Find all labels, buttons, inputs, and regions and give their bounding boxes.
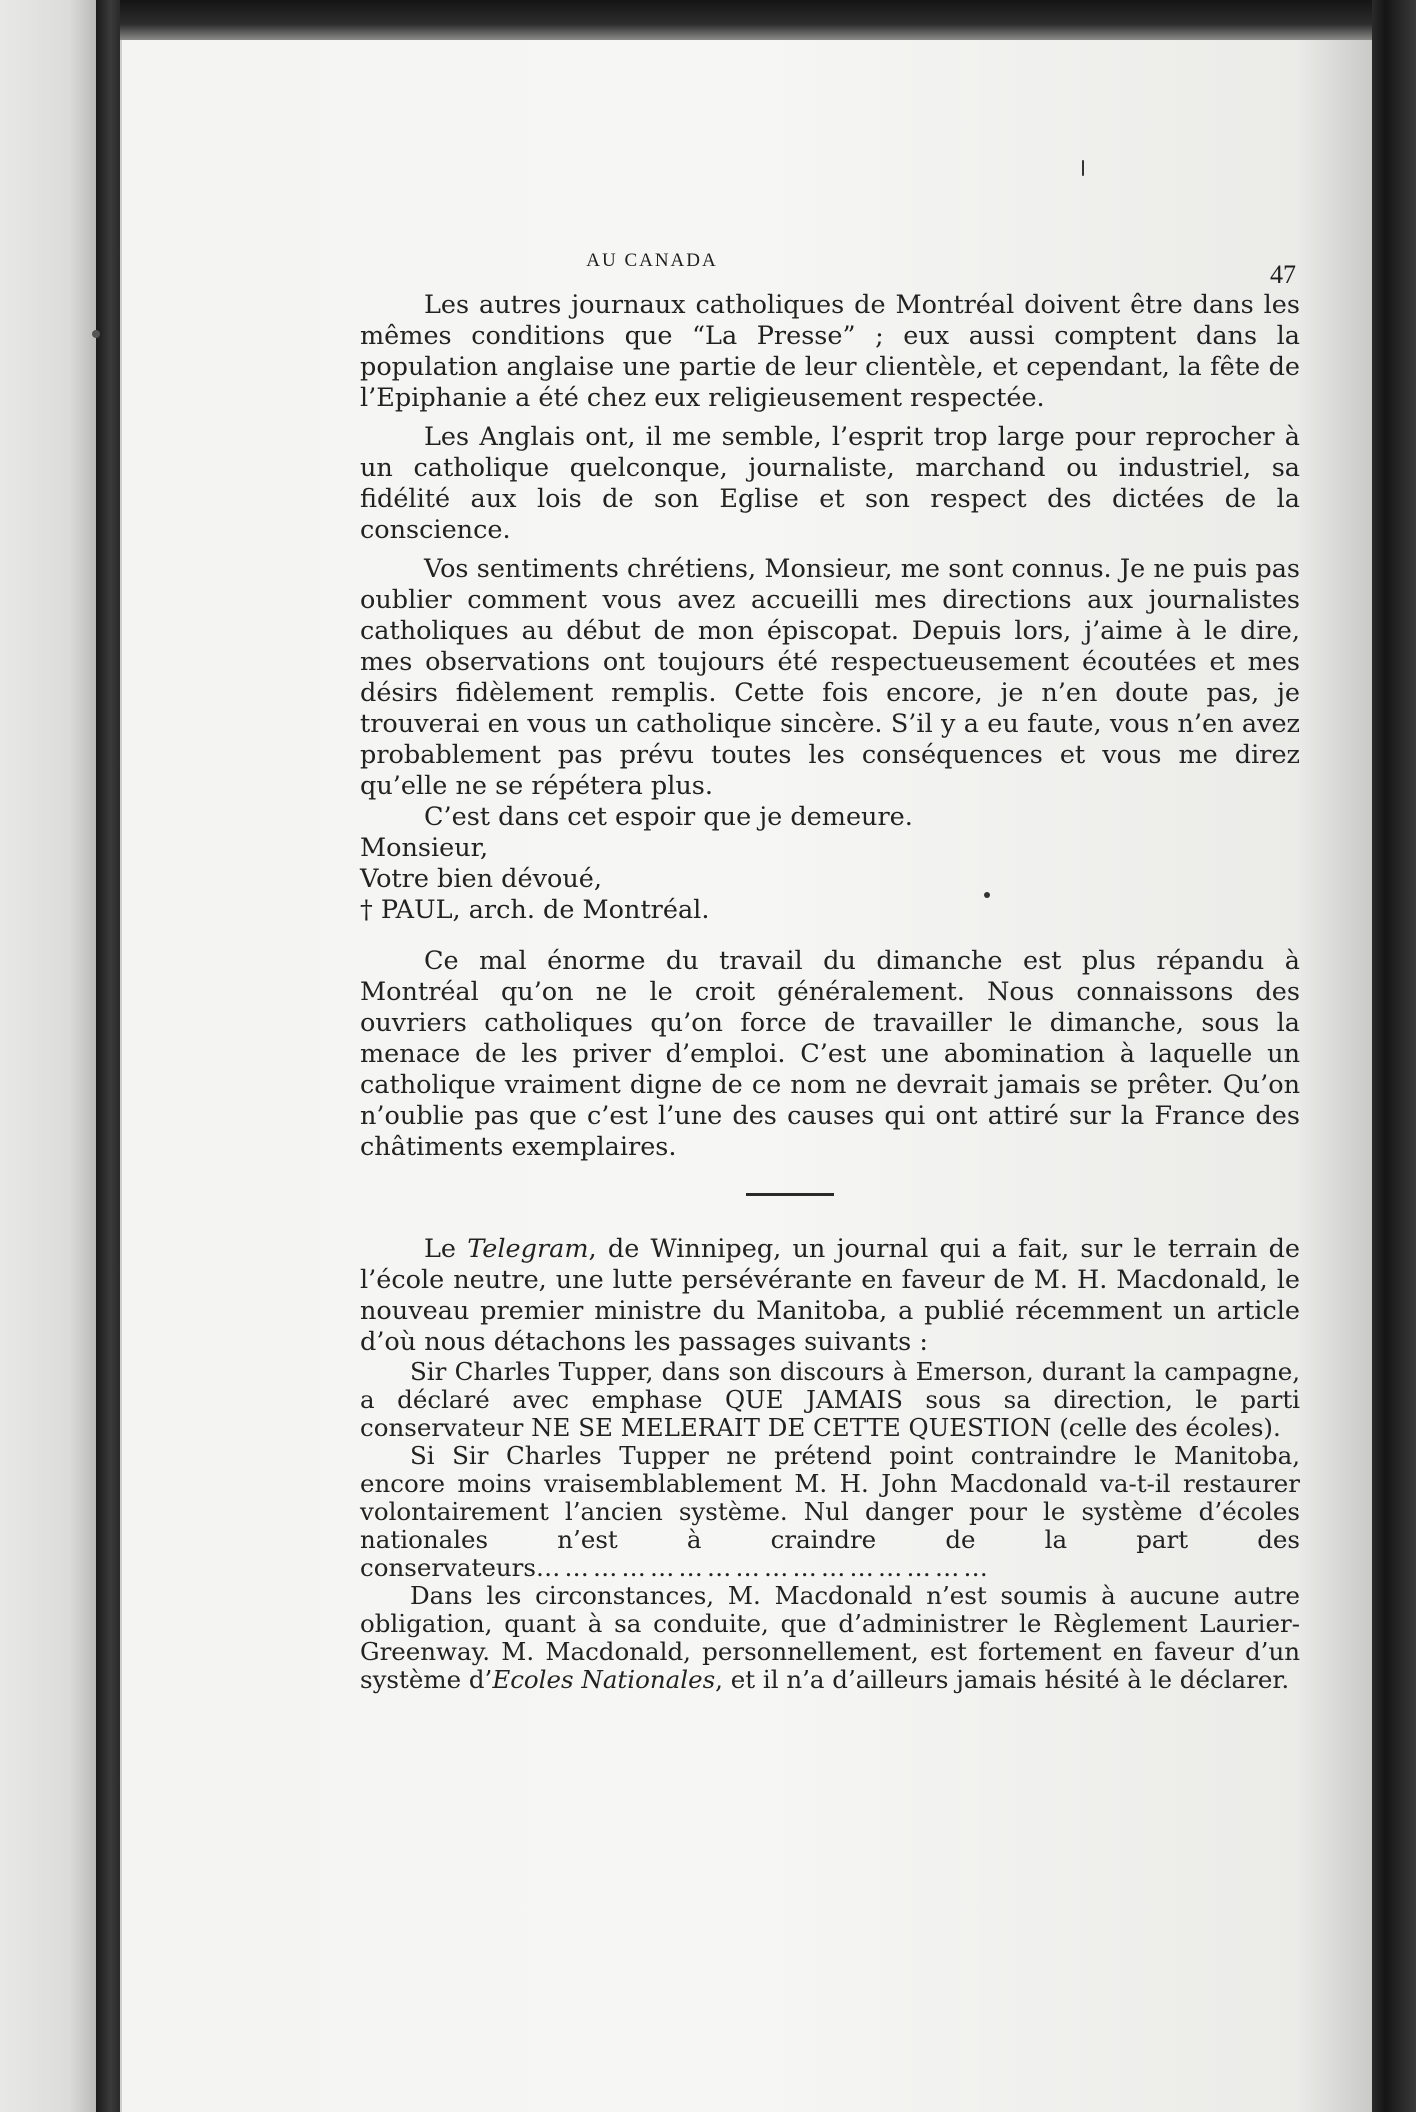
telegram-intro-before: Le bbox=[424, 1234, 468, 1264]
letter-paragraph: Vos sentiments chrétiens, Monsieur, me sont connus. Je ne puis pas oublier comment vous avez accueilli mes directions aux journalistes catholiques au début de mon épiscopat. Depuis lors, j’aime à le dire, mes observations ont toujours été respectueusement écoutées et mes désirs fidèlement remplis. Cette fois encore, je n’en doute pas, je trouverai en vous un catholique sincère. S’il y a eu faute, vous n’en avez probablement pas prévu toutes les conséquences et vous me direz qu’elle ne se répétera plus. bbox=[360, 554, 1300, 801]
page-stack-edge bbox=[1372, 0, 1416, 2112]
commentary-paragraph: Ce mal énorme du travail du dimanche est plus répandu à Montréal qu’on ne le croit généralement. Nous connaissons des ouvriers catholiques qu’on force de travailler le dimanche, sous la menace de les priver d’emploi. C’est une abomination à laquelle un catholique vraiment digne de ce nom ne devrait jamais se prêter. Qu’on n’oublie pas que c’est l’une des causes qui ont attiré sur la France des châtiments exemplaires. bbox=[360, 946, 1300, 1162]
scan-top-border bbox=[120, 0, 1372, 40]
quote-paragraph bbox=[360, 1442, 1300, 1582]
book-gutter bbox=[96, 0, 120, 2112]
ellipsis-dots: ………………………………………… bbox=[535, 1553, 992, 1582]
letter-salutation: Monsieur, bbox=[360, 833, 489, 863]
letter-paragraph: Les autres journaux catholiques de Montréal doivent être dans les mêmes conditions que “La Presse” ; eux aussi comptent dans la population anglaise une partie de leur clientèle, et cependant, la fête de l’Epiphanie a été chez eux religieusement respectée. bbox=[360, 290, 1300, 413]
quote-text: Dans les circonstances, M. Macdonald n’est soumis à aucune autre obligation, quant à sa conduite, que d’administrer le Règlement Laurier-Greenway. M. Macdonald, personnellement, est fortement en faveur d’un système d’ bbox=[360, 1581, 1300, 1694]
newspaper-title: Telegram bbox=[467, 1234, 589, 1264]
ink-speck bbox=[1082, 160, 1084, 176]
letter-paragraph: Les Anglais ont, il me semble, l’esprit trop large pour reprocher à un catholique quelconque, journaliste, marchand ou industriel, sa fidélité aux lois de son Eglise et son respect des dictées de la conscience. bbox=[360, 422, 1300, 545]
quote-text: Si Sir Charles Tupper ne prétend point contraindre le Manitoba, encore moins vraisemblablement M. H. John Macdonald va-t-il restaurer volontairement l’ancien système. Nul danger pour le système d’écoles nationales n’est à craindre de la part des conservateurs bbox=[360, 1441, 1300, 1582]
ink-speck bbox=[984, 892, 990, 898]
telegram-intro bbox=[360, 1234, 1300, 1358]
quote-paragraph: Sir Charles Tupper, dans son discours à Emerson, durant la campagne, a déclaré avec emphase QUE JAMAIS sous sa direction, le parti conservateur NE SE MELERAIT DE CETTE QUESTION (celle des écoles). bbox=[360, 1357, 1300, 1442]
page-number: 47 bbox=[1270, 260, 1296, 289]
facing-page-edge bbox=[0, 0, 98, 2112]
page-sheet bbox=[120, 40, 1372, 2112]
page-body bbox=[360, 290, 1300, 1694]
running-head: AU CANADA bbox=[586, 250, 718, 271]
quote-text: , et il n’a d’ailleurs jamais hésité à le déclarer. bbox=[715, 1665, 1290, 1694]
letter-paragraph: C’est dans cet espoir que je demeure. bbox=[424, 802, 913, 832]
letter-signature: † PAUL, arch. de Montréal. bbox=[360, 895, 710, 925]
quote-italic: Ecoles Nationales bbox=[492, 1665, 716, 1694]
section-divider bbox=[746, 1193, 834, 1196]
ink-speck bbox=[92, 330, 100, 338]
telegram-intro-after: , de Winnipeg, un journal qui a fait, sur le terrain de l’école neutre, une lutte persévérante en faveur de M. H. Macdonald, le nouveau premier ministre du Manitoba, a publié récemment un article d’où nous détachons les passages suivants : bbox=[360, 1234, 1300, 1357]
letter-complimentary-close: Votre bien dévoué, bbox=[360, 864, 602, 894]
quoted-article bbox=[360, 1358, 1300, 1694]
quote-paragraph bbox=[360, 1582, 1300, 1694]
